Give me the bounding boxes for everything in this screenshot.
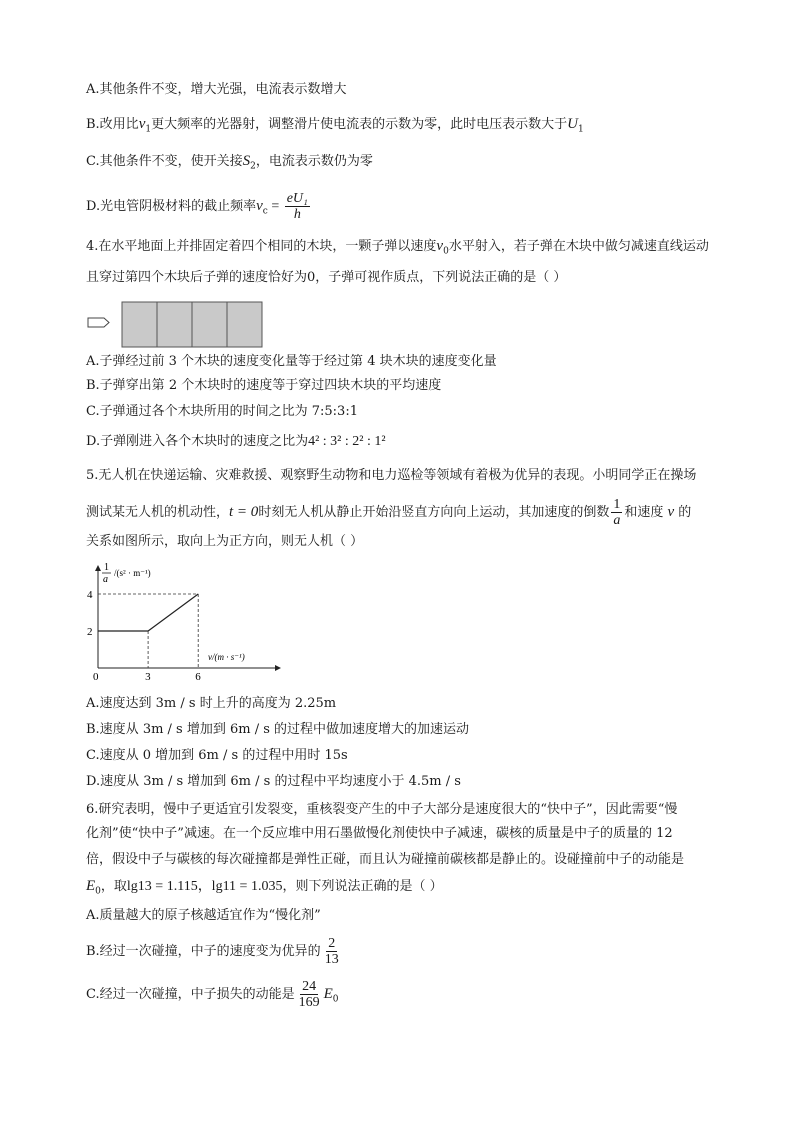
q6-c-sub: 0: [332, 994, 339, 1005]
q3-d-text: D.光电管阴极材料的截止频率: [86, 199, 257, 214]
bullet-blocks-figure: [86, 300, 266, 350]
bullet-icon: [88, 318, 109, 327]
q3-b-var-v: v: [138, 116, 146, 132]
q5-stem-text-1: 测试某无人机的机动性，: [86, 505, 230, 520]
q6-stem-text-1: ，取: [100, 879, 127, 894]
q5-option-d: D.速度从 3m / s 增加到 6m / s 的过程中平均速度小于 4.5m / s: [86, 774, 461, 789]
q6-b-text: B.经过一次碰撞，中子的速度变为优异的: [86, 944, 321, 959]
q3-option-c: [86, 151, 373, 177]
q4-d-text: D.子弹刚进入各个木块时的速度之比为: [86, 434, 309, 449]
q6-option-c: [86, 976, 339, 1018]
q4-var-sub: 0: [443, 246, 449, 257]
q3-b-usub: 1: [577, 124, 584, 135]
q6-b-fraction: [323, 936, 341, 967]
q6-stem-line-1: 6.研究表明，慢中子更适宜引发裂变，重核裂变产生的中子大部分是速度很大的“快中子”，因此需要“慢: [86, 802, 678, 817]
q6-stem-line-3: 倍，假设中子与碳核的每次碰撞都是弹性正碰，而且认为碰撞前碳核都是静止的。设碰撞前中子的动能是: [86, 852, 685, 867]
q3-option-b: [86, 114, 584, 140]
q3-d-var-v: v: [256, 198, 263, 214]
q6-c-den: 169: [298, 995, 320, 1010]
q4-option-d: [86, 432, 386, 452]
q6-c-text: C.经过一次碰撞，中子损失的动能是: [86, 987, 295, 1002]
q4-stem-line-1: [86, 236, 709, 262]
q5-stem-text-3: 和速度: [624, 505, 664, 520]
y-axis-frac-den: a: [103, 574, 108, 585]
q5-stem-line-3: 关系如图所示，取向上为正方向，则无人机（ ）: [86, 534, 364, 549]
q5-var-v: v: [667, 504, 675, 520]
q4-var-v: v: [436, 238, 444, 254]
q6-option-a: A.质量越大的原子核越适宜作为“慢化剂”: [86, 908, 321, 923]
q3-b-var-u: U: [567, 116, 578, 132]
q4-stem-text-2: 水平射入，若子弹在木块中做匀减速直线运动: [448, 239, 709, 254]
q6-var-e: E: [86, 878, 96, 894]
q5-stem-line-2: [86, 494, 691, 531]
q4-option-b: B.子弹穿出第 2 个木块时的速度等于穿过四块木块的平均速度: [86, 378, 442, 393]
wooden-blocks: [122, 302, 262, 347]
q5-stem-text-2: 时刻无人机从静止开始沿竖直方向向上运动，其加速度的倒数: [258, 505, 610, 520]
q5-fraction: [611, 497, 622, 528]
q6-var-sub: 0: [95, 886, 101, 897]
q6-b-den: 13: [324, 952, 339, 967]
q6-c-num: 24: [302, 979, 317, 994]
q5-frac-den: a: [613, 513, 621, 528]
q3-d-sub: c: [262, 206, 268, 217]
reciprocal-acceleration-velocity-graph: [84, 560, 284, 680]
q6-c-var-e: E: [323, 986, 333, 1002]
q5-stem-text-4: 的: [678, 505, 692, 520]
q3-c-text-2: ，电流表示数仍为零: [255, 154, 373, 169]
y-axis-unit: /(s² · m⁻¹): [114, 568, 151, 578]
q3-b-text-2: 更大频率的光器射，调整滑片使电流表的示数为零，此时电压表示数大于: [151, 117, 568, 132]
q4-d-ratio: 4² : 3² : 2² : 1²: [308, 434, 386, 449]
x-tick-label: 3: [145, 671, 151, 680]
q5-option-b: B.速度从 3m / s 增加到 6m / s 的过程中做加速度增大的加速运动: [86, 722, 470, 737]
q5-stem-line-1: 5.无人机在快递运输、灾难救援、观察野生动物和电力巡检等领域有着极为优异的表现。小明同学正在操场: [86, 468, 697, 483]
x-axis-label: v/(m · s⁻¹): [208, 652, 245, 662]
q3-c-sub: 2: [250, 161, 256, 172]
q3-c-text-1: C.其他条件不变，使开关接: [86, 154, 243, 169]
q3-option-a: A.其他条件不变，增大光强，电流表示数增大: [86, 82, 347, 97]
q6-lg-values: lg13 = 1.115，lg11 = 1.035: [126, 879, 283, 894]
q6-stem-text-2: ，则下列说法正确的是（ ）: [282, 879, 443, 894]
q4-option-a: A.子弹经过前 3 个木块的速度变化量等于经过第 4 块木块的速度变化量: [86, 354, 497, 369]
y-tick-label: 4: [87, 589, 93, 601]
q3-d-fraction: [285, 191, 310, 222]
q6-c-fraction: [297, 979, 322, 1010]
q3-option-d: D.光电管阴极材料的截止频率$v_c$ = $\frac{\text{eU₁}}{h}$: [86, 191, 308, 222]
q5-option-a: A.速度达到 3m / s 时上升的高度为 2.25m: [86, 696, 337, 711]
q3-b-text-1: B.改用比: [86, 117, 139, 132]
q3-b-sub: 1: [145, 124, 152, 135]
q3-c-var-s: S: [242, 153, 251, 169]
y-axis-frac-num: 1: [104, 562, 109, 573]
q6-b-num: 2: [328, 936, 336, 951]
q4-stem-text-1: 4.在水平地面上并排固定着四个相同的木块，一颗子弹以速度: [86, 239, 437, 254]
q6-stem-line-2: 化剂”使“快中子”减速。在一个反应堆中用石墨做慢化剂使快中子减速，碳核的质量是中子的质量的 12: [86, 826, 673, 841]
q6-stem-line-4: [86, 876, 443, 902]
q4-stem-line-2: 且穿过第四个木块后子弹的速度恰好为0，子弹可视作质点，下列说法正确的是（ ）: [86, 270, 567, 285]
x-tick-label: 6: [195, 671, 201, 680]
q4-option-c: C.子弹通过各个木块所用的时间之比为 7:5:3:1: [86, 404, 358, 419]
q5-option-c: C.速度从 0 增加到 6m / s 的过程中用时 15s: [86, 748, 348, 763]
data-series-line: [98, 594, 198, 631]
q5-t-expr: t = 0: [229, 504, 259, 520]
q3-d-numerator: eU₁: [286, 191, 308, 206]
y-tick-label: 2: [87, 626, 93, 638]
q6-option-b: [86, 934, 343, 970]
q5-frac-num: 1: [613, 497, 621, 512]
origin-label: 0: [93, 671, 99, 680]
q3-d-denominator: h: [293, 207, 301, 222]
